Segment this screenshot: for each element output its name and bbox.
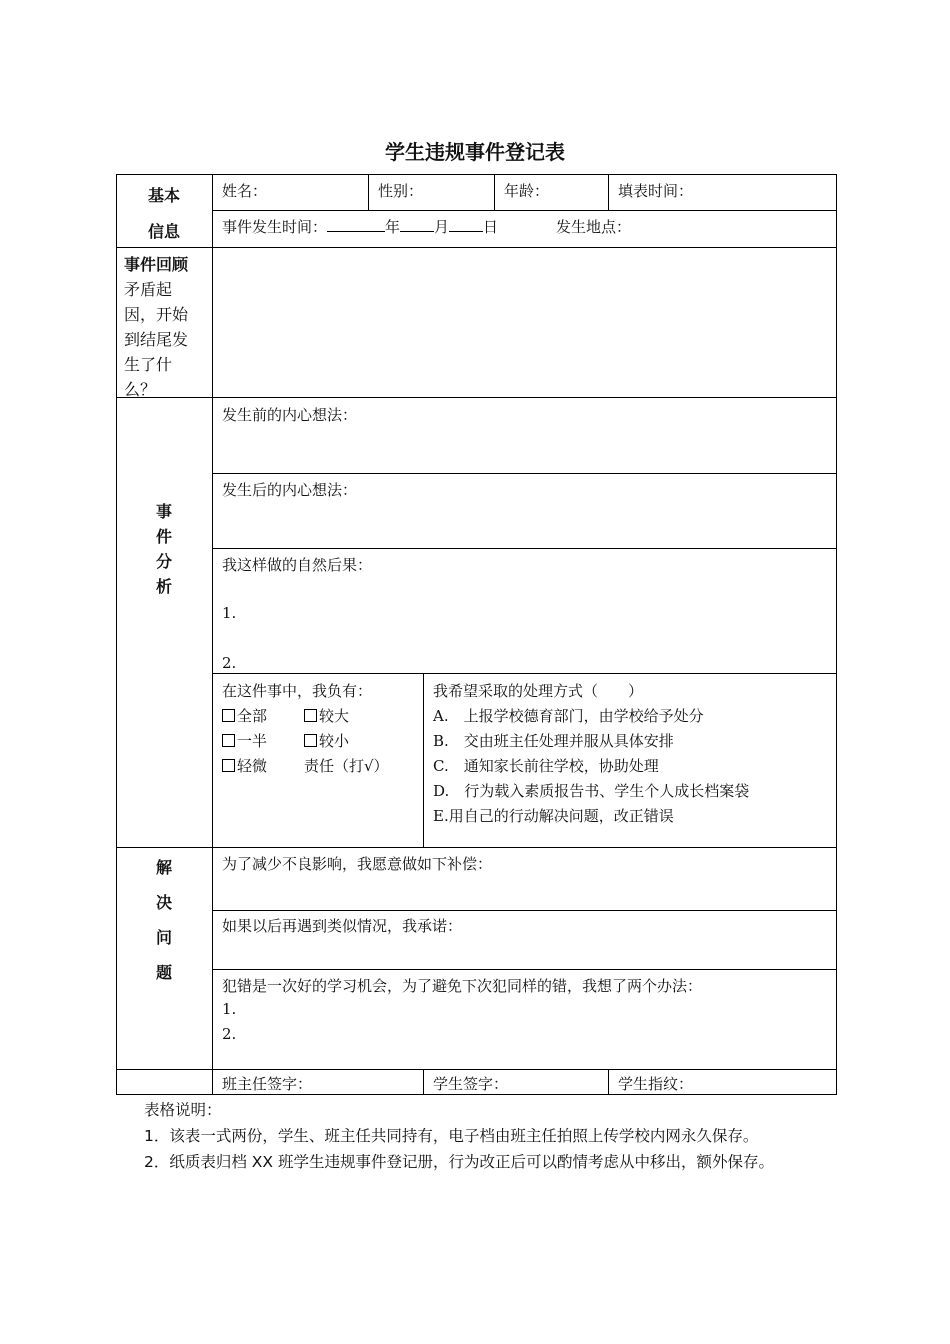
form-title: 学生违规事件登记表 [385,140,565,164]
checkbox-major[interactable] [304,709,317,722]
age-field[interactable]: 年龄： [504,182,550,200]
promise-field[interactable]: 如果以后再遇到类似情况，我承诺： [222,917,463,935]
handling-header[interactable]: 我希望采取的处理方式（ ） [433,682,644,700]
fingerprint-field[interactable]: 学生指纹： [618,1075,694,1093]
responsibility-section: 在这件事中，我负有： 全部 较大 一半 较小 轻微 责任（打√） [222,679,422,779]
thoughts-after-field[interactable]: 发生后的内心想法： [222,481,358,499]
basic-info-label: 基本 信息 [147,186,180,241]
teacher-signature-field[interactable]: 班主任签字： [222,1075,313,1093]
day-blank[interactable] [449,217,483,232]
place-field[interactable]: 发生地点： [556,218,632,236]
solve-problem-label: 解 决 问 题 [155,858,172,982]
consequence-item-2[interactable]: 2. [222,654,237,672]
checkbox-half[interactable] [222,734,235,747]
handling-option-a: A. 上报学校德育部门，由学校给予处分 [433,707,704,725]
handling-option-e: E.用自己的行动解决问题，改正错误 [433,807,674,825]
handling-section [433,679,833,829]
notes-heading: 表格说明： [144,1101,222,1119]
consequence-item-1[interactable]: 1. [222,604,237,622]
year-blank[interactable] [327,217,385,232]
notes-line-2: 2．纸质表归档 XX 班学生违规事件登记册，行为改正后可以酌情考虑从中移出，额外保存。 [144,1153,774,1171]
fill-time-field[interactable]: 填表时间： [618,182,694,200]
form-notes [144,1097,824,1175]
event-time-label: 事件发生时间： [222,218,328,236]
notes-line-1: 1．该表一式两份，学生、班主任共同持有，电子档由班主任拍照上传学校内网永久保存。 [144,1127,759,1145]
event-review-label: 事件回顾 矛盾起 因，开始 到结尾发 生了什 么？ [124,255,189,399]
handling-option-d: D. 行为载入素质报告书、学生个人成长档案袋 [433,782,750,800]
method-item-1[interactable]: 1. [222,1000,237,1018]
responsibility-header: 在这件事中，我负有： [222,682,373,700]
thoughts-before-field[interactable]: 发生前的内心想法： [222,406,358,424]
methods-field[interactable]: 犯错是一次好的学习机会，为了避免下次犯同样的错，我想了两个办法： [222,977,703,995]
month-blank[interactable] [400,217,434,232]
student-signature-field[interactable]: 学生签字： [433,1075,509,1093]
name-field[interactable]: 姓名： [222,182,268,200]
compensation-field[interactable]: 为了减少不良影响，我愿意做如下补偿： [222,855,493,873]
responsibility-suffix: 责任（打√） [304,757,389,775]
handling-option-b: B. 交由班主任处理并服从具体安排 [433,732,674,750]
consequence-field[interactable]: 我这样做的自然后果： [222,556,373,574]
gender-field[interactable]: 性别： [378,182,424,200]
handling-option-c: C. 通知家长前往学校，协助处理 [433,757,659,775]
checkbox-all[interactable] [222,709,235,722]
event-time-row: 事件发生时间： 年 月 日 [222,218,499,236]
method-item-2[interactable]: 2. [222,1025,237,1043]
checkbox-slight[interactable] [222,759,235,772]
checkbox-minor[interactable] [304,734,317,747]
event-analysis-label: 事 件 分 析 [155,502,172,596]
event-review-input[interactable] [213,248,836,397]
